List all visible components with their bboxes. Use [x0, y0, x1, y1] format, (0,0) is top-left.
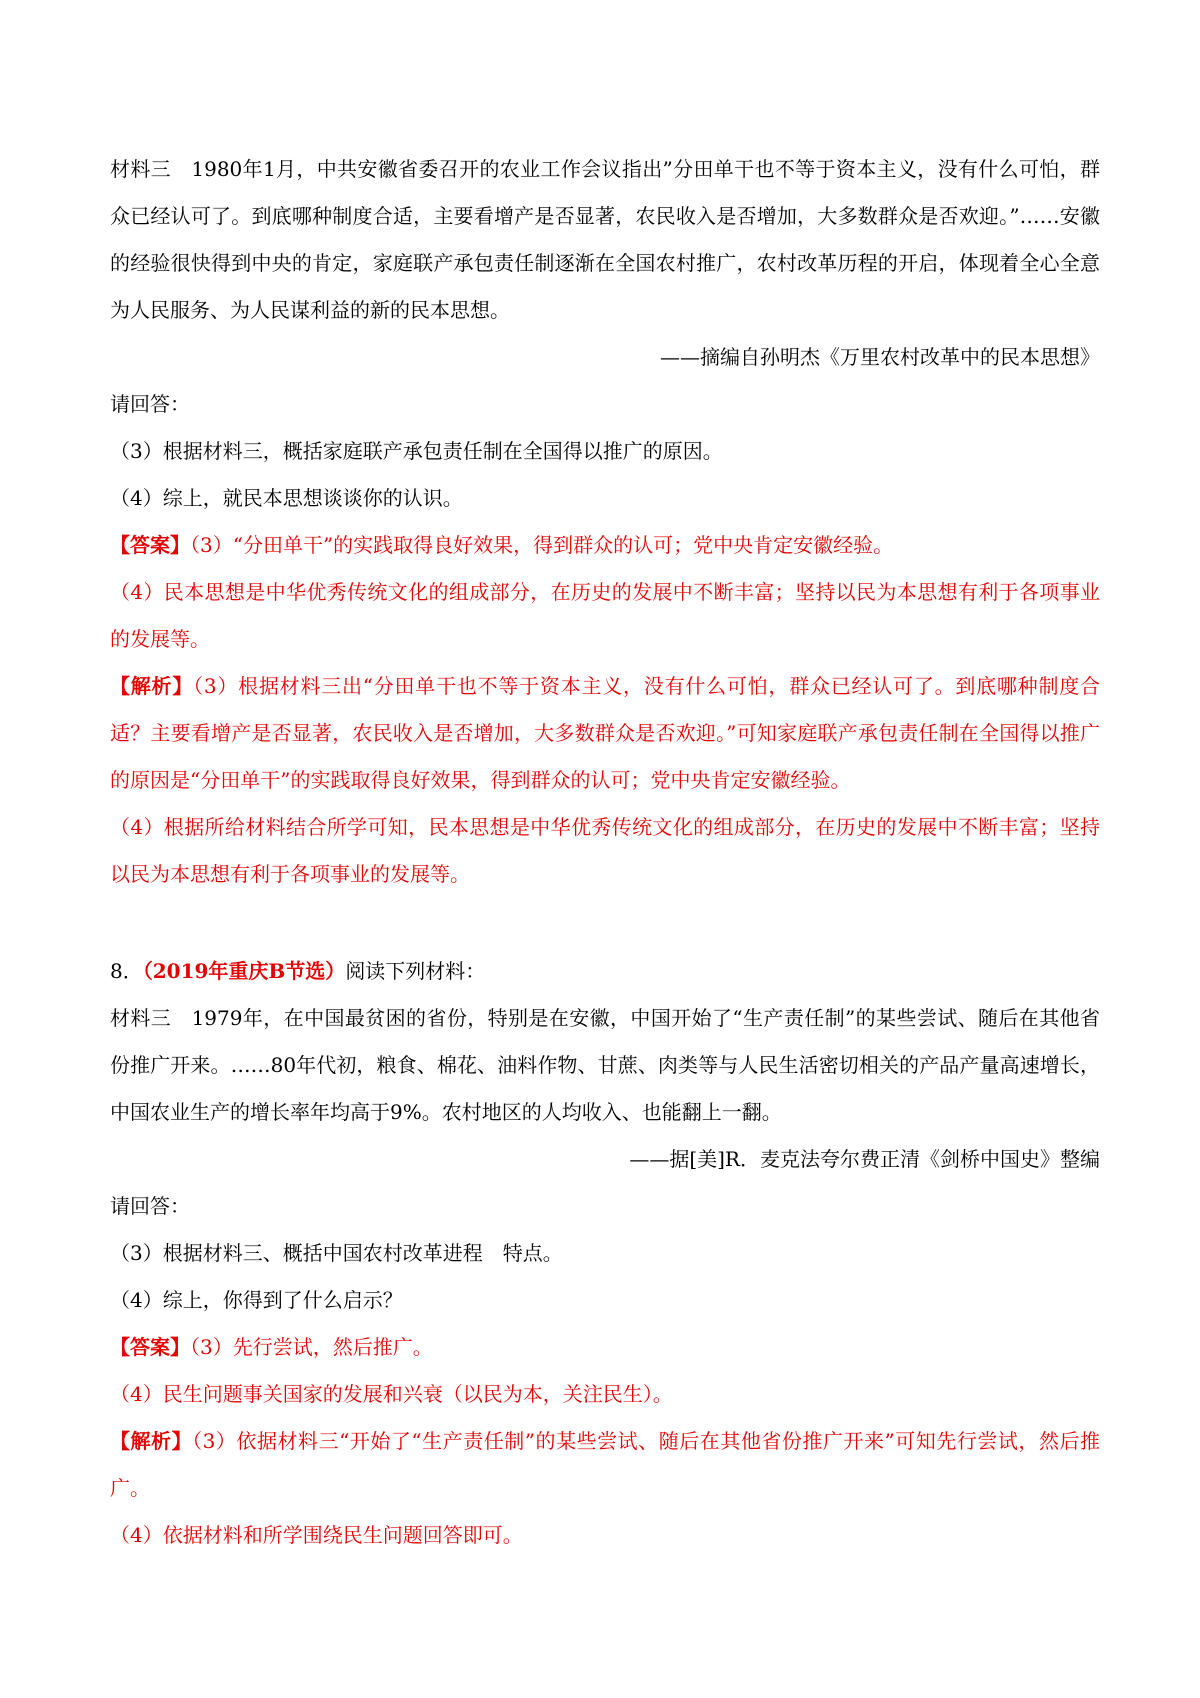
question-prompt: 请回答：	[110, 392, 190, 416]
material-three-paragraph: 材料三 1980年1月，中共安徽省委召开的农业工作会议指出”分田单干也不等于资本主义，没有什么可怕，群众已经认可了。到底哪种制度合适，主要看增产是否显著，农民收入是否增加，大多数群众是否欢迎。”……安徽的经验很快得到中央的肯定，家庭联产承包责任制逐渐在全国农村推广，农村改革历程的开启，体现着全心全意为人民服务、为人民谋利益的新的民本思想。	[110, 157, 1100, 322]
material-source: ——摘编自孙明杰《万里农村改革中的民本思想》	[660, 345, 1100, 369]
question-source-tag: （2019年重庆B节选）	[142, 959, 346, 983]
answer-label-2: 【答案】	[110, 1335, 190, 1359]
analysis-q4-2: （4）依据材料和所学围绕民生问题回答即可。	[110, 1523, 523, 1547]
answer-q3: （3）“分田单干”的实践取得良好效果，得到群众的认可；党中央肯定安徽经验。	[190, 533, 894, 557]
analysis-q4: （4）根据所给材料结合所学可知，民本思想是中华优秀传统文化的组成部分，在历史的发展中不断丰富；坚持以民为本思想有利于各项事业的发展等。	[110, 815, 1100, 886]
question-4: （4）综上，就民本思想谈谈你的认识。	[110, 486, 463, 510]
question-8-header	[110, 948, 1100, 995]
section-gap	[110, 898, 1100, 948]
analysis-line-3-2	[110, 1418, 1100, 1512]
answer-q3-2: （3）先行尝试，然后推广。	[190, 1335, 433, 1359]
document-content	[110, 146, 1100, 1559]
question-3-2: （3）根据材料三、概括中国农村改革进程 特点。	[110, 1241, 563, 1265]
material-source-2: ——据[美]R．麦克法夸尔费正清《剑桥中国史》整编	[629, 1147, 1100, 1171]
analysis-q3: （3）根据材料三出“分田单干也不等于资本主义，没有什么可怕，群众已经认可了。到底哪种制度合适？主要看增产是否显著，农民收入是否增加，大多数群众是否欢迎。”可知家庭联产承包责任制在全国得以推广的原因是“分田单干”的实践取得良好效果，得到群众的认可；党中央肯定安徽经验。	[110, 674, 1101, 792]
answer-line-3-2	[110, 1324, 1100, 1371]
material-three-paragraph-2: 材料三 1979年，在中国最贫困的省份，特别是在安徽，中国开始了“生产责任制”的某些尝试、随后在其他省份推广开来。……80年代初，粮食、棉花、油料作物、甘蔗、肉类等与人民生活密切相关的产品产量高速增长，中国农业生产的增长率年均高于9%。农村地区的人均收入、也能翻上一翻。	[110, 1006, 1100, 1124]
question-3: （3）根据材料三，概括家庭联产承包责任制在全国得以推广的原因。	[110, 439, 723, 463]
analysis-label-2: 【解析】	[110, 1429, 193, 1453]
analysis-label: 【解析】	[110, 674, 194, 698]
question-intro: 阅读下列材料：	[345, 959, 486, 983]
analysis-q3-2: （3）依据材料三“开始了“生产责任制”的某些尝试、随后在其他省份推广开来”可知先行尝试，然后推广。	[110, 1429, 1101, 1500]
answer-q4-2: （4）民生问题事关国家的发展和兴衰（以民为本，关注民生）。	[110, 1382, 673, 1406]
question-4-2: （4）综上，你得到了什么启示？	[110, 1288, 403, 1312]
question-number: 8．	[110, 959, 143, 983]
analysis-line-3	[110, 663, 1100, 804]
answer-label: 【答案】	[110, 533, 190, 557]
answer-q4: （4）民本思想是中华优秀传统文化的组成部分，在历史的发展中不断丰富；坚持以民为本思想有利于各项事业的发展等。	[110, 580, 1100, 651]
answer-line-3	[110, 522, 1100, 569]
question-prompt-2: 请回答：	[110, 1194, 190, 1218]
